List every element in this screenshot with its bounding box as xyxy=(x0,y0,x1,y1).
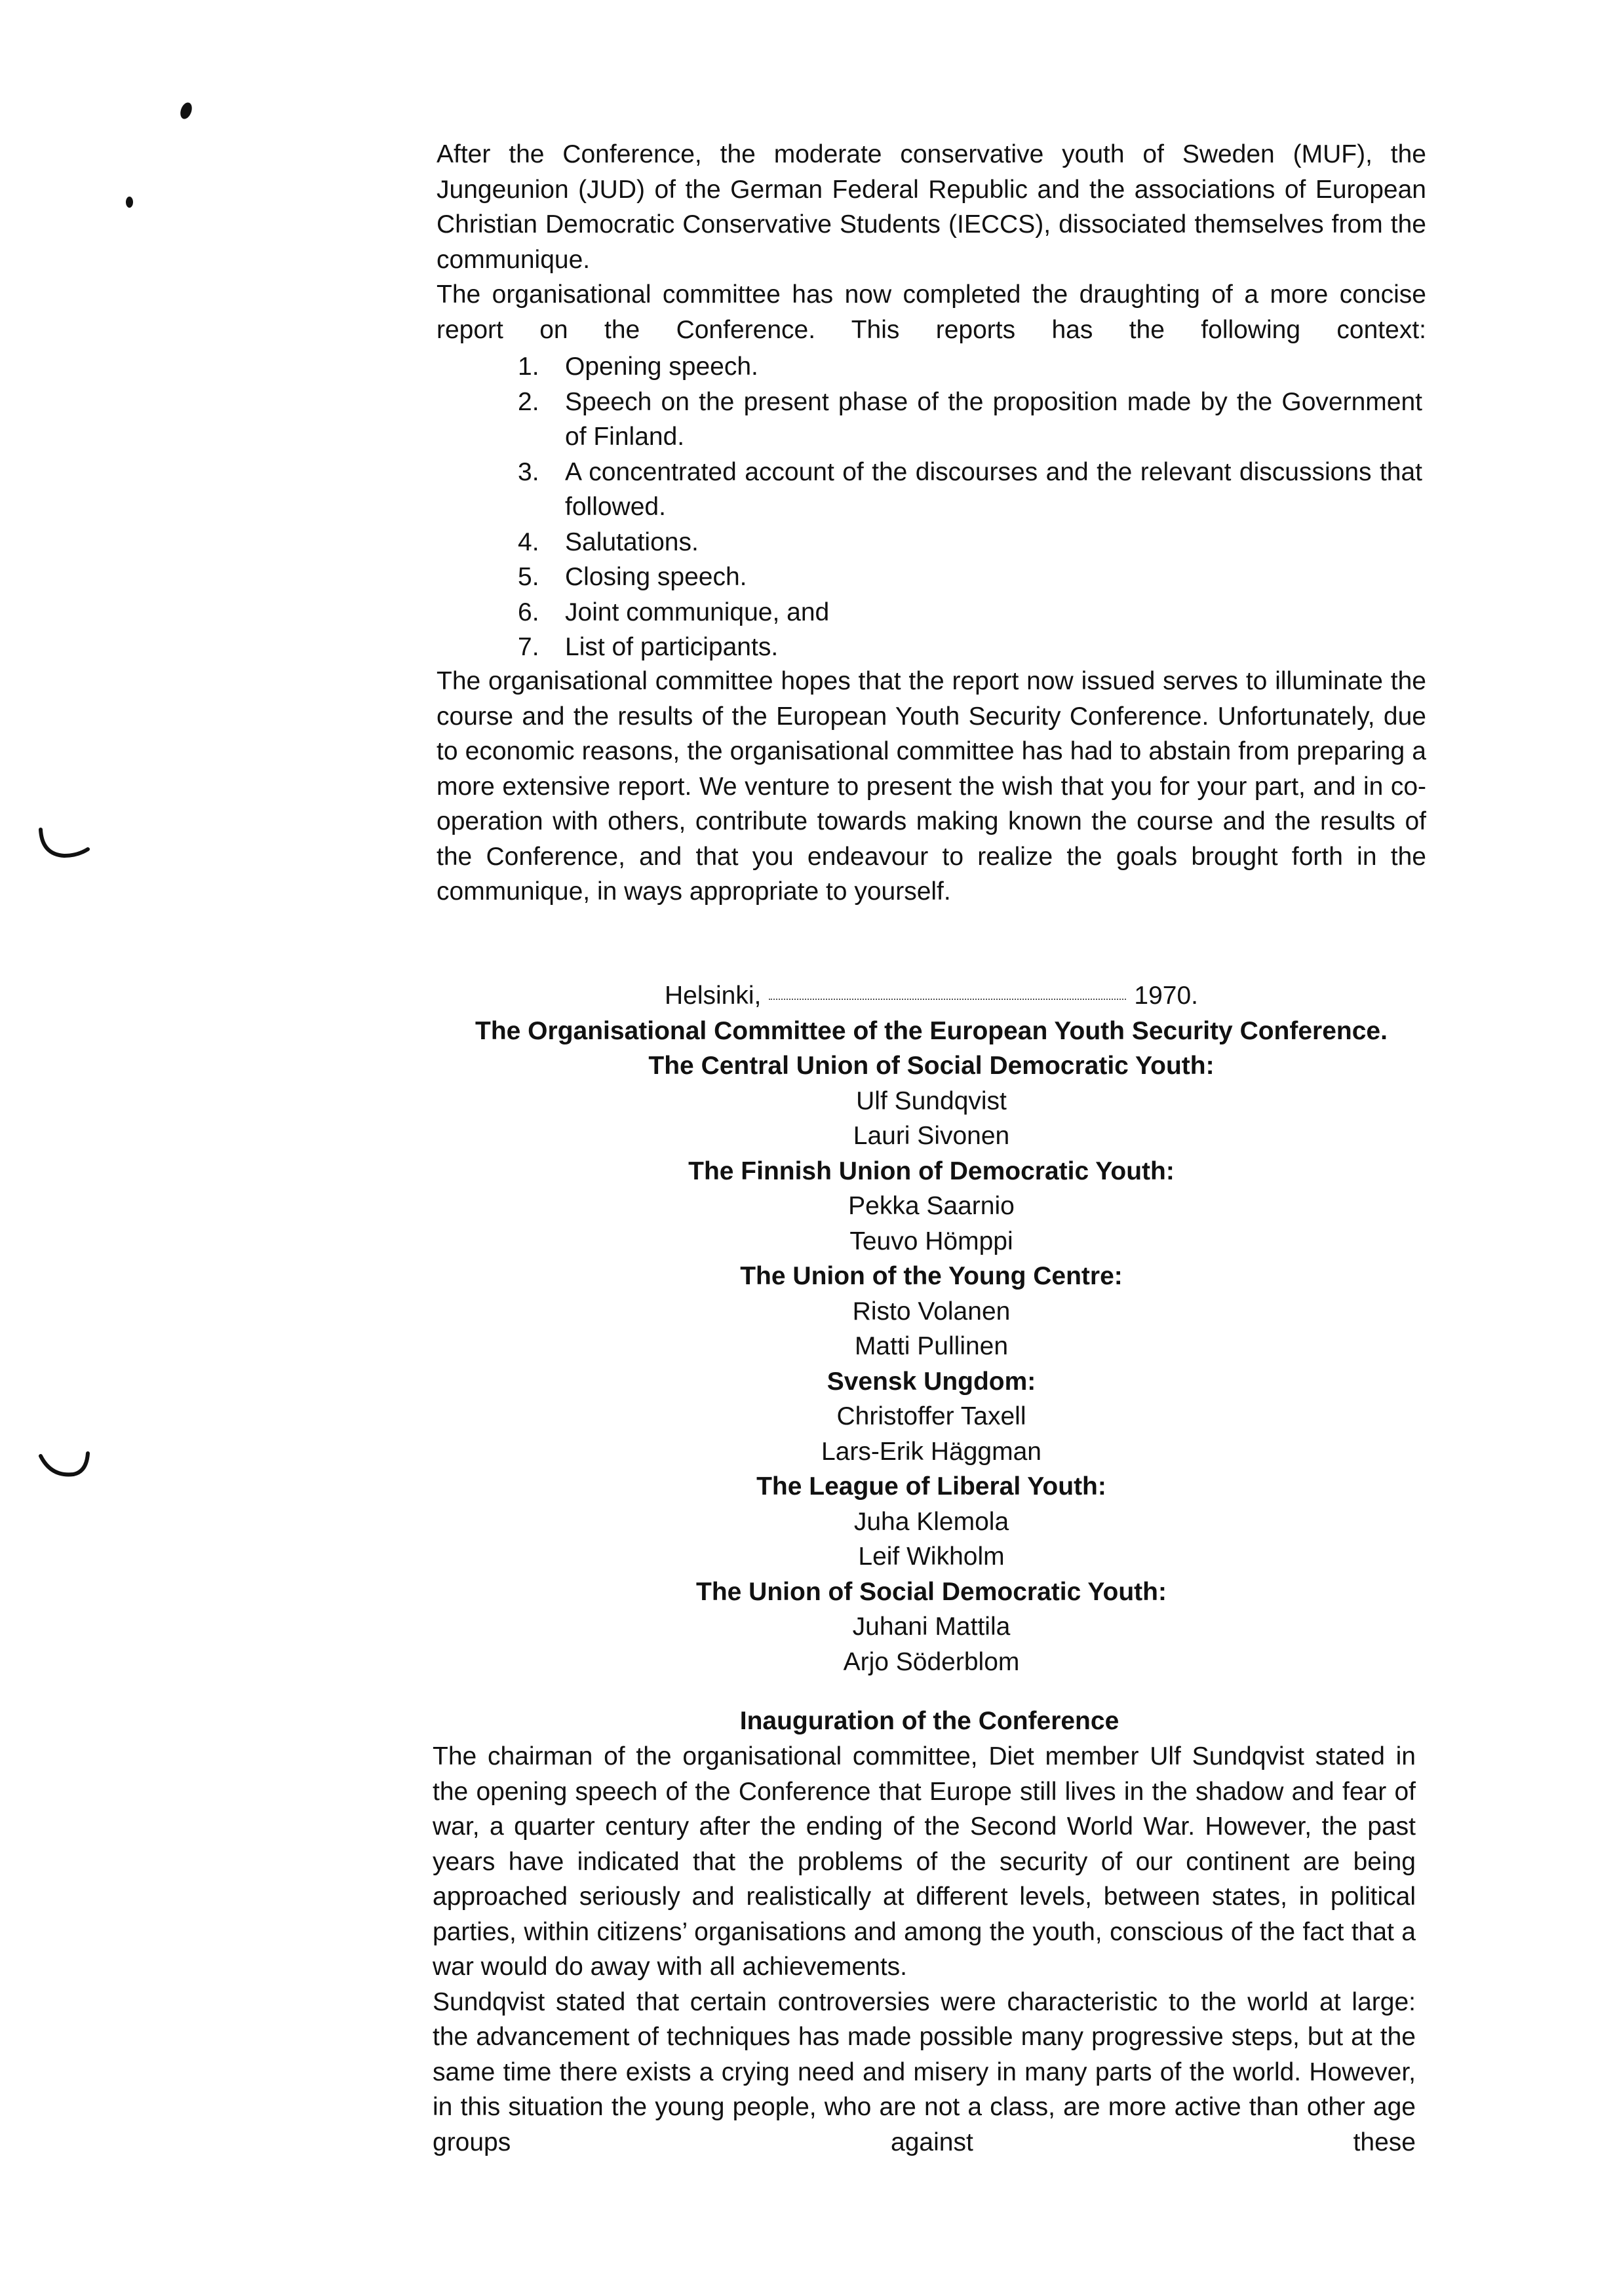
place-date-line xyxy=(437,978,1426,1014)
member-name: Pekka Saarnio xyxy=(848,1192,1015,1220)
inauguration-paragraph: The chairman of the organisational committee, Diet member Ulf Sundqvist stated in the opening speech of the Conference that Europe still lives in the shadow and fear of war, a quarter century after the ending of the Second World War. However, the past years have indicated that the problems of the security of our continent are being approached seriously and realistically at different levels, between states, in political parties, within citizens’ organisations and among the youth, conscious of the fact that a war would do away with all achievements. xyxy=(433,1742,1416,1981)
list-item-text: A concentrated account of the discourses and the relevant discussions that followed. xyxy=(565,457,1422,521)
signature-block xyxy=(437,978,1426,1679)
hopes-paragraph: The organisational committee hopes that the report now issued serves to illuminate the course and the results of the European Youth Security Conference. Unfortunately, due to economic reasons, the organisational committee has had to abstain from preparing a more extensive report. We venture to present the wish that you for your part, and in co-operation with others, contribute towards making known the course and the results of the Conference, and that you endeavour to realize the goals brought forth in the communique, in ways appropriate to yourself. xyxy=(437,667,1426,906)
member-name: Juha Klemola xyxy=(853,1507,1009,1536)
list-item xyxy=(518,385,1422,455)
punch-hole-arc-mark xyxy=(37,1442,96,1487)
list-item-number: 7. xyxy=(518,633,539,661)
inauguration-section xyxy=(433,1739,1416,2160)
organisation-name: The League of Liberal Youth: xyxy=(756,1472,1106,1501)
list-item-text: List of participants. xyxy=(565,633,779,661)
member-name: Teuvo Hömppi xyxy=(849,1227,1013,1255)
member-name: Matti Pullinen xyxy=(854,1332,1009,1360)
report-paragraph: The organisational committee has now completed the draughting of a more concise report on the Conference. This reports has the following context: xyxy=(437,280,1426,344)
list-item-text: Speech on the present phase of the proposition made by the Government of Finland. xyxy=(565,387,1422,451)
ink-dot-mark xyxy=(126,197,133,208)
member-name: Ulf Sundqvist xyxy=(856,1086,1007,1115)
punch-hole-arc-mark xyxy=(37,826,96,865)
report-contents-list xyxy=(518,349,1422,665)
list-item-text: Opening speech. xyxy=(565,353,758,381)
organisation-name: The Union of Social Democratic Youth: xyxy=(696,1577,1167,1606)
list-item-number: 1. xyxy=(518,353,539,381)
list-item xyxy=(518,560,1422,595)
list-item-number: 5. xyxy=(518,563,539,591)
list-item-number: 4. xyxy=(518,527,539,556)
list-item xyxy=(518,525,1422,560)
list-item-number: 2. xyxy=(518,387,539,416)
organisation-name: The Union of the Young Centre: xyxy=(740,1262,1123,1290)
list-item-number: 3. xyxy=(518,457,539,486)
member-name: Lauri Sivonen xyxy=(853,1122,1010,1150)
section-heading: Inauguration of the Conference xyxy=(739,1707,1119,1735)
member-name: Juhani Mattila xyxy=(852,1613,1011,1641)
hopes-section xyxy=(437,664,1426,909)
member-name: Arjo Söderblom xyxy=(843,1647,1020,1676)
organisation-name: Svensk Ungdom: xyxy=(827,1367,1036,1396)
year: 1970. xyxy=(1134,982,1198,1010)
list-item-text: Joint communique, and xyxy=(565,598,830,626)
list-item-text: Salutations. xyxy=(565,527,699,556)
member-name: Risto Volanen xyxy=(852,1297,1011,1326)
member-name: Christoffer Taxell xyxy=(836,1402,1026,1430)
intro-paragraph: After the Conference, the moderate conservative youth of Sweden (MUF), the Jungeunion (JUD) of the German Federal Republic and the associations of European Christian Democratic Conservative Students (IECCS), dissociated themselves from the communique. xyxy=(437,140,1426,274)
list-item-text: Closing speech. xyxy=(565,563,747,591)
list-item xyxy=(518,630,1422,665)
committee-name: The Organisational Committee of the European Youth Security Conference. xyxy=(475,1016,1388,1045)
organisation-name: The Finnish Union of Democratic Youth: xyxy=(688,1157,1175,1185)
date-blank-dots xyxy=(769,999,1126,1000)
ink-dot-mark xyxy=(178,101,194,121)
inauguration-paragraph: Sundqvist stated that certain controversies were characteristic to the world at large: the advancement of techniques has made possible many progressive steps, but at the same time there exists a crying need and misery in many parts of the world. However, in this situation the young people, who are not a class, are more active than other age groups against these xyxy=(433,1987,1416,2156)
member-name: Leif Wikholm xyxy=(858,1542,1005,1571)
intro-section xyxy=(437,137,1426,347)
list-item xyxy=(518,455,1422,525)
organisation-name: The Central Union of Social Democratic Youth: xyxy=(648,1052,1215,1080)
place: Helsinki, xyxy=(665,982,762,1010)
list-item-number: 6. xyxy=(518,598,539,626)
list-item xyxy=(518,349,1422,385)
list-item xyxy=(518,595,1422,630)
member-name: Lars-Erik Häggman xyxy=(821,1437,1041,1466)
